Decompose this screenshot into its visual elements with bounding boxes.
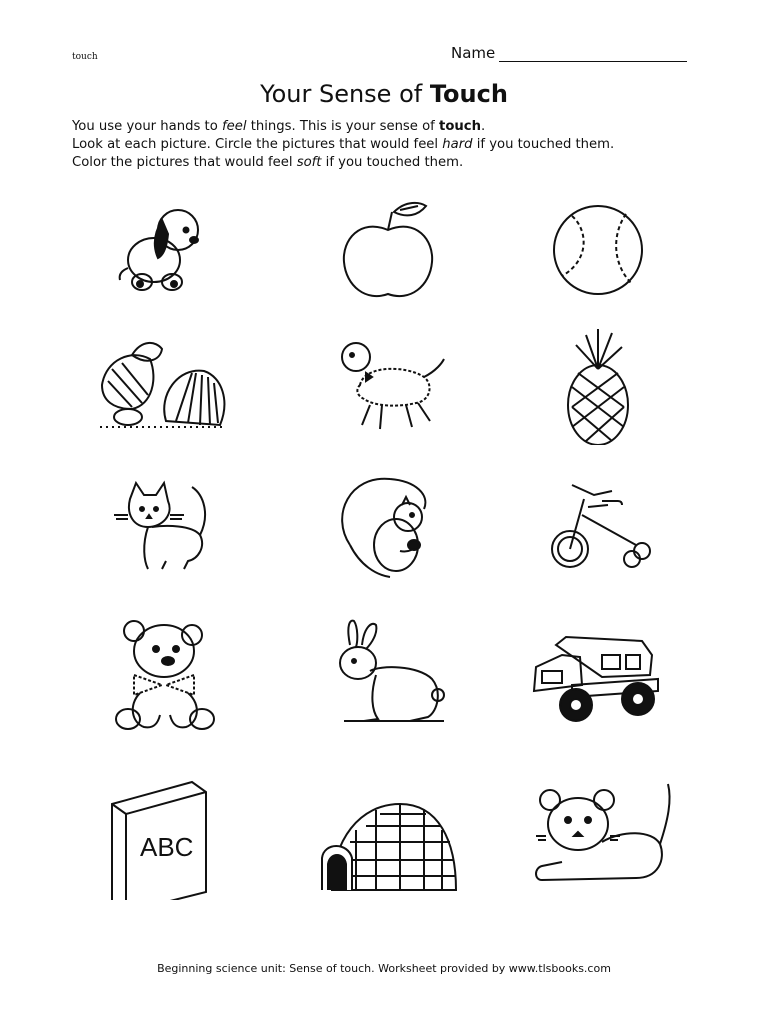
footer-credit: Beginning science unit: Sense of touch. Worksheet provided by www.tlsbooks.com [157,962,611,975]
instruction-line-1 [72,118,614,136]
kitten-icon[interactable] [92,465,232,585]
teddy-bear-icon[interactable] [92,615,232,735]
title-emphasis: Touch [429,80,508,108]
name-line [499,45,687,62]
instruction-text: You use your hands to [72,119,222,134]
squirrel-icon[interactable] [320,465,460,585]
dump-truck-icon[interactable] [532,615,672,735]
instruction-feel: feel [221,119,247,134]
apple-icon[interactable] [320,190,460,310]
title-prefix: Your Sense of [260,80,430,108]
tricycle-icon[interactable] [532,465,672,585]
instruction-text: if you touched them. [472,137,615,152]
instructions [72,118,614,172]
seashells-icon[interactable] [92,325,232,445]
puppy-icon[interactable] [92,190,232,310]
name-field [451,44,687,62]
book-label: ABC [140,832,194,862]
baseball-icon[interactable] [532,190,672,310]
corner-tag: touch [72,52,98,62]
picture-grid [72,190,708,930]
rabbit-icon[interactable] [320,615,460,735]
instruction-line-3 [72,154,614,172]
instruction-line-2 [72,136,614,154]
lamb-icon[interactable] [320,325,460,445]
instruction-text: Color the pictures that would feel [72,155,297,170]
instruction-text: . [481,119,486,134]
instruction-text: things. This is your sense of [246,119,440,134]
abc-book-icon[interactable] [92,780,232,900]
name-label: Name [451,44,496,62]
igloo-icon[interactable] [320,780,460,900]
instruction-text: Look at each picture. Circle the pictures that would feel [72,137,443,152]
lion-cub-icon[interactable] [532,780,672,900]
instruction-touch: touch [439,119,481,134]
instruction-soft: soft [296,155,322,170]
instruction-text: if you touched them. [321,155,464,170]
instruction-hard: hard [442,137,473,152]
page-title [0,80,768,108]
pineapple-icon[interactable] [532,325,672,445]
